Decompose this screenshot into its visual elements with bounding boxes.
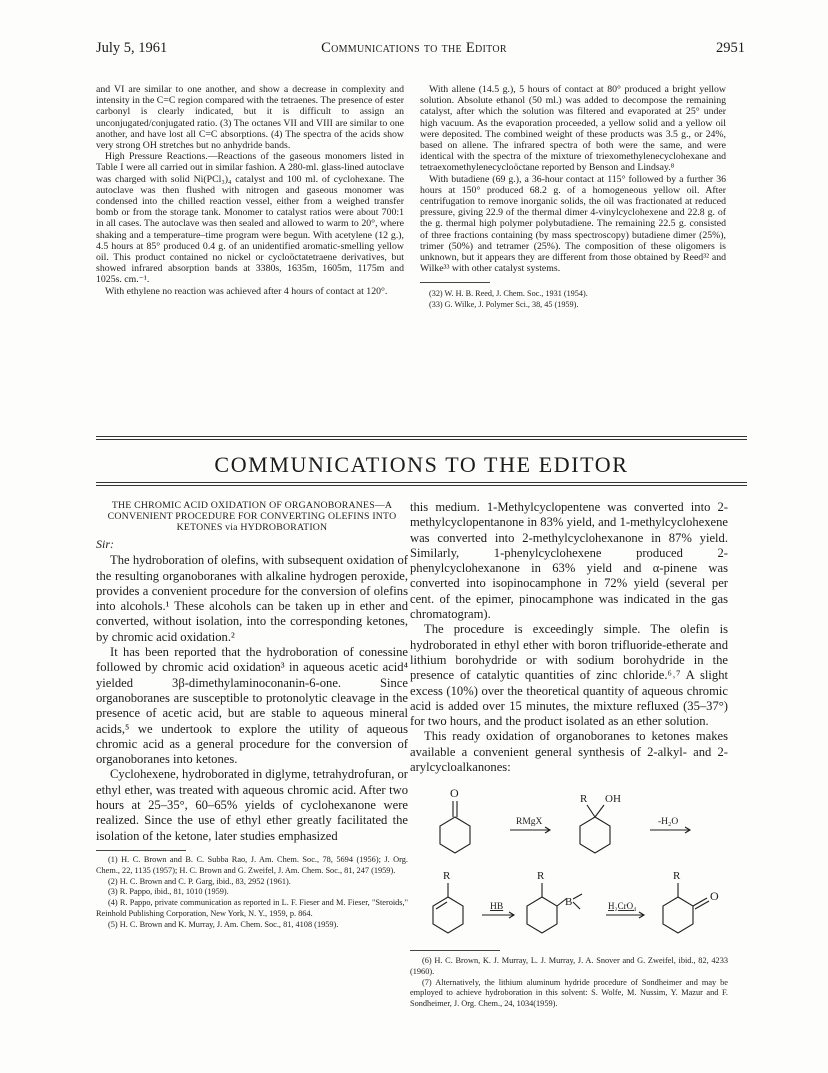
footnote: (2) H. C. Brown and C. P. Garg, ibid., 83, 2952 (1961). (108, 876, 291, 886)
boron-label: B (565, 896, 573, 908)
h2cro4-label: H₂CrO₄ (608, 901, 637, 911)
article-right-column (410, 500, 728, 775)
footnote-divider (410, 950, 500, 951)
organoborane-ring (527, 897, 557, 933)
paragraph: Cyclohexene, hydroborated in diglyme, tetrahydrofuran, or ethyl ether, was treated with aqueous chromic acid. After two hours at 25–35°, 60–65% yields of cyclohexanone were realized. Since the use of ethyl ether greatly facilitated the isolation of the ketone, later studies emphasized (96, 767, 408, 843)
footnotes (410, 956, 728, 1010)
banner-rule-top (96, 436, 747, 437)
r-label: R (537, 870, 545, 882)
section-banner: COMMUNICATIONS TO THE EDITOR (214, 452, 629, 477)
cycloalkene-ring (433, 897, 463, 933)
page-number: 2951 (716, 40, 745, 56)
oh-label: OH (605, 793, 621, 805)
footnote-divider (96, 850, 186, 851)
footnote: (3) R. Pappo, ibid., 81, 1010 (1959). (108, 887, 229, 897)
paragraph: With allene (14.5 g.), 5 hours of contact at 80° produced a bright yellow solution. Absolute ethanol (50 ml.) was added to decompose the remaining catalyst, after which the solution was filtered and evaporated at 25° under high vacuum. As the evaporation proceeded, a yellow solid and a yellow oil were deposited. The combined weight of these products was 3.5 g., or 24%, based on allene. The infrared spectra of both were the same, and were identical with the spectra of the mixture of triexomethylenecyclohexane and tetraexomethylenecycloöctane reported by Benson and Lindsay.⁸ (420, 84, 726, 174)
cycloalkanone-product-ring (663, 897, 693, 933)
reference: (33) G. Wilke, J. Polymer Sci., 38, 45 (1959). (429, 300, 579, 310)
salutation: Sir: (96, 537, 114, 551)
paragraph: The procedure is exceedingly simple. The olefin is hydroborated in ethyl ether with boron trifluoride-etherate and lithium borohydride or with sodium borohydride in the presence of catalytic quantities of zinc chloride.⁶˒⁷ A slight excess (10%) over the theoretical quantity of aqueous chromic acid is added over 15 minutes, the mixture refluxed (35–37°) for two hours, and the product isolated as an ether solution. (410, 622, 728, 729)
references (420, 289, 726, 310)
footnote: (1) H. C. Brown and B. C. Subba Rao, J. Am. Chem. Soc., 78, 5694 (1956); J. Org. Chem., 22, 1135 (1957); H. C. Brown and G. Zweifel, J. Am. Chem. Soc., 81, 247 (1959). (96, 854, 408, 875)
banner-rule-bottom (96, 485, 747, 486)
header-section: Communications to the Editor (321, 40, 507, 56)
hb-label: HB (490, 902, 504, 912)
footnote: (5) H. C. Brown and K. Murray, J. Am. Chem. Soc., 81, 4108 (1959). (108, 919, 339, 929)
cyclohexanone-ring (440, 817, 470, 853)
paragraph: This ready oxidation of organoboranes to ketones makes available a convenient general synthesis of 2-alkyl- and 2-arylcycloalkanones: (410, 729, 728, 775)
footnote-divider (420, 282, 490, 283)
right-footnotes (410, 950, 728, 1010)
oxygen-label: O (450, 786, 459, 800)
paragraph: The hydroboration of olefins, with subsequent oxidation of the resulting organoboranes with alkaline hydrogen peroxide, provides a convenient procedure for the conversion of olefins into alcohols.¹ These alcohols can be taken up in ether and converted, without isolation, into the corresponding ketones, by chromic acid oxidation.² (96, 553, 408, 644)
r-label: R (443, 870, 451, 882)
paragraph: and VI are similar to one another, and show a decrease in complexity and intensity in the C=C region compared with the tetraenes. The presence of ester carbonyl is clearly indicated, but it is difficult to assign an unconjugated/conjugated ratio. (3) The octanes VII and VIII are similar to one another, and have lost all C=C absorptions. (4) The spectra of the acids show very strong OH stretches but no anhydride bands. (96, 84, 404, 152)
rmgx-label: RMgX (516, 817, 543, 827)
banner-rule-top (96, 439, 747, 440)
footnote: (4) R. Pappo, private communication as reported in L. F. Fieser and M. Fieser, "Steroids," Reinhold Publishing Corporation, New York, N. Y., 1959, p. 864. (96, 898, 408, 918)
section-heading: High Pressure Reactions. (105, 151, 208, 163)
paragraph: With butadiene (69 g.), a 36-hour contact at 115° followed by a further 36 hours at 150° produced 68.2 g. of a homogeneous yellow oil. After centrifugation to remove inorganic solids, the oil was fractionated at reduced pressure, giving 22.9 of the thermal dimer 4-vinylcyclohexene and 22.8 g. of the g. thermal high polymer polybutadiene. The remaining 22.5 g. consisted of three fractions containing (by mass spectroscopy) butadiene dimer (25%), trimer (50%) and tetramer (25%). The composition of these oligomers is unknown, but it appears they are different from those obtained by Reed³² and Wilke³³ with other catalyst systems. (420, 173, 726, 275)
paragraph (96, 151, 404, 285)
banner-rule-bottom (96, 482, 747, 483)
footnote: (7) Alternatively, the lithium aluminum hydride procedure of Sondheimer and may be employed to achieve hydroboration in this solvent: S. Wolfe, M. Nussim, Y. Mazur and F. Sondheimer, J. Org. Chem., 24, 1034(1959). (410, 977, 728, 1009)
footnotes (96, 855, 408, 931)
top-left-column (96, 84, 404, 297)
paragraph-text: —Reactions of the gaseous monomers listed in Table I were all carried out in similar fashion. A 280-ml. glass-lined autoclave was charged with solid Ni(PCl₃)₄ catalyst and 100 ml. of cyclohexane. The autoclave was then flushed with nitrogen and gaseous monomer was condensed into the chilled reaction vessel, either from a weighed transfer bomb or from the storage tank. Monomer to catalyst ratios were about 700:1 in all cases. The autoclave was then sealed and allowed to warm to 20°, where shaking and a temperature–time program were begun. With acetylene (12 g.), 4.5 hours at 85° produced 0.4 g. of an unidentified aromatic-smelling yellow oil. This product contained no nickel or cycloöctatetraene derivatives, but showed infrared absorption bands at 3380s, 1635m, 1605m, 1175m and 1025s. cm.⁻¹. (96, 151, 404, 286)
article-left-column (96, 500, 408, 931)
paragraph: this medium. 1-Methylcyclopentene was converted into 2-methylcyclopentanone in 83% yield, and 1-methylcyclohexene was converted into 2-methylcyclohexanone in 87% yield. Similarly, 1-phenylcyclohexene produced 2-phenylcyclohexanone in 63% yield and α-pinene was converted into isopinocamphone in 72% yield (several per cent. of the epimer, pinocamphone was indicated in the gas chromatogram). (410, 500, 728, 622)
footnote: (6) H. C. Brown, K. J. Murray, L. J. Murray, J. A. Snover and G. Zweifel, ibid., 82, 4233 (1960). (410, 956, 728, 976)
reference: (32) W. H. B. Reed, J. Chem. Soc., 1931 (1954). (429, 289, 588, 299)
reaction-scheme (410, 775, 740, 950)
top-right-column (420, 84, 726, 311)
paragraph: With ethylene no reaction was achieved after 4 hours of contact at 120°. (105, 285, 388, 297)
tertiary-alcohol-ring (580, 817, 610, 853)
article-title: THE CHROMIC ACID OXIDATION OF ORGANOBORANES—A CONVENIENT PROCEDURE FOR CONVERTING OLEFINS INTO KETONES via HYDROBORATION (107, 500, 397, 533)
r-label: R (673, 870, 681, 882)
oxygen-label: O (710, 889, 719, 903)
r-label: R (580, 793, 588, 805)
paragraph: It has been reported that the hydroboration of conessine followed by chromic acid oxidation³ in aqueous acetic acid⁴ yielded 3β-dimethylaminoconanin-6-one. Since organoboranes are susceptible to protonolytic cleavage in the presence of acetic acid, but are stable to aqueous mineral acids,⁵ we undertook to explore the utility of aqueous chromic acid as a general procedure for the conversion of organoboranes into ketones. (96, 645, 408, 767)
header-date: July 5, 1961 (96, 40, 168, 56)
minus-water-label: -H₂O (658, 817, 679, 827)
